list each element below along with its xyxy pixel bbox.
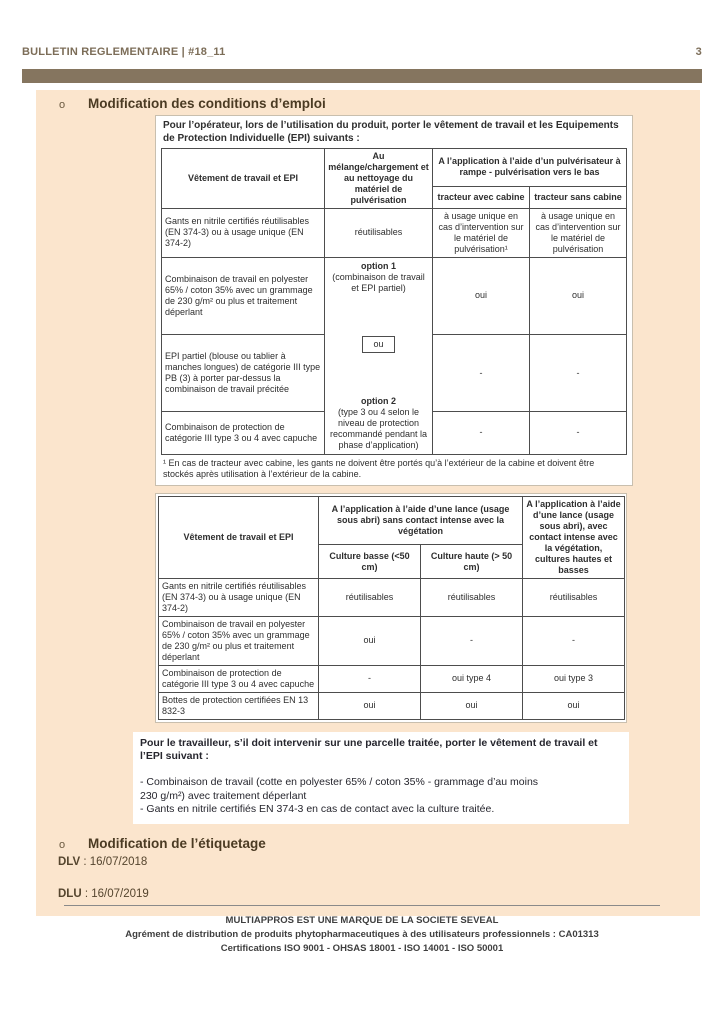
cell-gants-avec-cabine: à usage unique en cas d’intervention sur le matériel de pulvérisation¹ bbox=[433, 208, 530, 257]
section-labeling-title: Modification de l’étiquetage bbox=[88, 835, 266, 851]
cell-protection-contact-intense: oui type 3 bbox=[523, 665, 625, 692]
row-label-gants: Gants en nitrile certifiés réutilisables (EN 374-3) ou à usage unique (EN 374-2) bbox=[159, 579, 319, 617]
worker-note-heading: Pour le travailleur, s’il doit intervenir sur une parcelle traitée, porter le vêtement de travail et l’EPI suivant : bbox=[140, 736, 598, 763]
cell-bottes-contact-intense: oui bbox=[523, 692, 625, 719]
row-label-combinaison-protection: Combinaison de protection de catégorie III type 3 ou 4 avec capuche bbox=[162, 412, 325, 455]
col-header-vetement: Vêtement de travail et EPI bbox=[162, 149, 325, 209]
section-conditions-heading bbox=[36, 96, 700, 111]
col-header-melange: Au mélange/chargement et au nettoyage du matériel de pulvérisation bbox=[325, 149, 433, 209]
dlu-line bbox=[58, 888, 700, 900]
col-header-lance-group: A l’application à l’aide d’une lance (usage sous abri) sans contact intense avec la végétation bbox=[319, 497, 523, 545]
cell-epi-partiel-sans-cabine: - bbox=[530, 334, 627, 411]
row-label-gants: Gants en nitrile certifiés réutilisables (EN 374-3) ou à usage unique (EN 374-2) bbox=[162, 208, 325, 257]
table-header-row bbox=[159, 497, 625, 545]
cell-gants-contact-intense: réutilisables bbox=[523, 579, 625, 617]
cell-bottes-culture-basse: oui bbox=[319, 692, 421, 719]
option-1-subtitle: (combinaison de travail et EPI partiel) bbox=[332, 271, 425, 293]
footer-certifications-line: Certifications ISO 9001 - OHSAS 18001 - ISO 14001 - ISO 50001 bbox=[220, 942, 504, 954]
option-2-subtitle: (type 3 ou 4 selon le niveau de protection recommandé pendant la phase d’application) bbox=[329, 406, 428, 450]
worker-note-line: - Gants en nitrile certifiés EN 374-3 en cas de contact avec la culture traitée. bbox=[140, 803, 495, 816]
footer-brand-line: MULTIAPPROS EST UNE MARQUE DE LA SOCIETE SEVEAL bbox=[225, 915, 499, 926]
operator-intro-paragraph: Pour l’opérateur, lors de l’utilisation du produit, porter le vêtement de travail et les Equipements de Protection Individuelle (EPI) suivants : bbox=[163, 120, 619, 144]
cell-protection-culture-basse: - bbox=[319, 665, 421, 692]
content-section bbox=[36, 90, 700, 916]
table-header-row bbox=[162, 149, 627, 187]
section-labeling-heading bbox=[36, 836, 700, 851]
table-footnote: ¹ En cas de tracteur avec cabine, les gants ne doivent être portés qu’à l’extérieur de la cabine et doivent être stockés après utilisation à l’extérieur de la cabine. bbox=[163, 457, 595, 479]
row-label-bottes: Bottes de protection certifiées EN 13 832-3 bbox=[159, 692, 319, 719]
ou-badge: ou bbox=[362, 336, 394, 353]
col-header-culture-haute: Culture haute (> 50 cm) bbox=[421, 545, 523, 579]
bullet-icon: o bbox=[58, 99, 66, 111]
col-header-tracteur-avec-cabine: tracteur avec cabine bbox=[433, 186, 530, 208]
worker-note bbox=[133, 732, 629, 824]
cell-epi-partiel-avec-cabine: - bbox=[433, 334, 530, 411]
worker-note-line: - Combinaison de travail (cotte en polyester 65% / coton 35% - grammage d’au moins bbox=[140, 775, 539, 788]
worker-note-line: 230 g/m²) avec traitement déperlant bbox=[140, 789, 307, 802]
option-1-block bbox=[329, 261, 428, 294]
document-header bbox=[22, 46, 702, 58]
cell-protection-sans-cabine: - bbox=[530, 412, 627, 455]
bulletin-title: BULLETIN REGLEMENTAIRE | #18_11 bbox=[22, 46, 226, 58]
worker-note-lines bbox=[140, 776, 622, 817]
col-header-tracteur-sans-cabine: tracteur sans cabine bbox=[530, 186, 627, 208]
cell-gants-sans-cabine: à usage unique en cas d’intervention sur le matériel de pulvérisation bbox=[530, 208, 627, 257]
option-2-block bbox=[329, 396, 428, 451]
cell-gants-melange: réutilisables bbox=[325, 208, 433, 257]
dlv-line bbox=[58, 856, 700, 868]
col-header-vetement: Vêtement de travail et EPI bbox=[159, 497, 319, 579]
page-number: 3 bbox=[695, 46, 702, 58]
epi-table-lance bbox=[158, 496, 625, 719]
row-label-combinaison-travail: Combinaison de travail en polyester 65% / coton 35% avec un grammage de 230 g/m² ou plus et traitement déperlant bbox=[162, 257, 325, 334]
table-row bbox=[159, 692, 625, 719]
dlu-label: DLU bbox=[58, 887, 82, 900]
option-2-title: option 2 bbox=[361, 395, 396, 406]
operator-panel bbox=[155, 115, 633, 486]
option-1-title: option 1 bbox=[361, 260, 396, 271]
cell-protection-culture-haute: oui type 4 bbox=[421, 665, 523, 692]
bullet-icon: o bbox=[58, 838, 66, 851]
table-row bbox=[159, 665, 625, 692]
section-conditions-title: Modification des conditions d’emploi bbox=[88, 96, 326, 111]
dlv-label: DLV bbox=[58, 855, 81, 868]
footer-rule bbox=[64, 905, 660, 906]
document-footer bbox=[0, 914, 724, 955]
cell-gants-culture-haute: réutilisables bbox=[421, 579, 523, 617]
table-row bbox=[162, 257, 627, 334]
table-row bbox=[159, 616, 625, 665]
footer-agreement-line: Agrément de distribution de produits phytopharmaceutiques à des utilisateurs professionnels : CA01313 bbox=[125, 928, 599, 940]
cell-gants-culture-basse: réutilisables bbox=[319, 579, 421, 617]
col-header-culture-basse: Culture basse (<50 cm) bbox=[319, 545, 421, 579]
dlu-value: : 16/07/2019 bbox=[84, 887, 149, 900]
cell-combinaison-avec-cabine: oui bbox=[433, 257, 530, 334]
cell-options-merged bbox=[325, 257, 433, 454]
cell-protection-avec-cabine: - bbox=[433, 412, 530, 455]
cell-combinaison-culture-haute: - bbox=[421, 616, 523, 665]
cell-combinaison-culture-basse: oui bbox=[319, 616, 421, 665]
row-label-combinaison-travail: Combinaison de travail en polyester 65% / coton 35% avec un grammage de 230 g/m² ou plus et traitement déperlant bbox=[159, 616, 319, 665]
cell-combinaison-sans-cabine: oui bbox=[530, 257, 627, 334]
col-header-pulverisateur-group: A l’application à l’aide d’un pulvérisateur à rampe - pulvérisation vers le bas bbox=[433, 149, 627, 187]
row-label-epi-partiel: EPI partiel (blouse ou tablier à manches longues) de catégorie III type PB (3) à porter par-dessus la combinaison de travail précitée bbox=[162, 334, 325, 411]
accent-bar bbox=[22, 69, 702, 83]
col-header-contact-intense: A l’application à l’aide d’une lance (usage sous abri), avec contact intense avec la végétation, cultures hautes et basses bbox=[523, 497, 625, 579]
table-row bbox=[159, 579, 625, 617]
dlv-value: : 16/07/2018 bbox=[83, 855, 148, 868]
cell-bottes-culture-haute: oui bbox=[421, 692, 523, 719]
epi-table-operator bbox=[161, 148, 627, 455]
row-label-combinaison-protection: Combinaison de protection de catégorie III type 3 ou 4 avec capuche bbox=[159, 665, 319, 692]
cell-combinaison-contact-intense: - bbox=[523, 616, 625, 665]
table-row bbox=[162, 208, 627, 257]
lance-panel bbox=[155, 493, 627, 722]
